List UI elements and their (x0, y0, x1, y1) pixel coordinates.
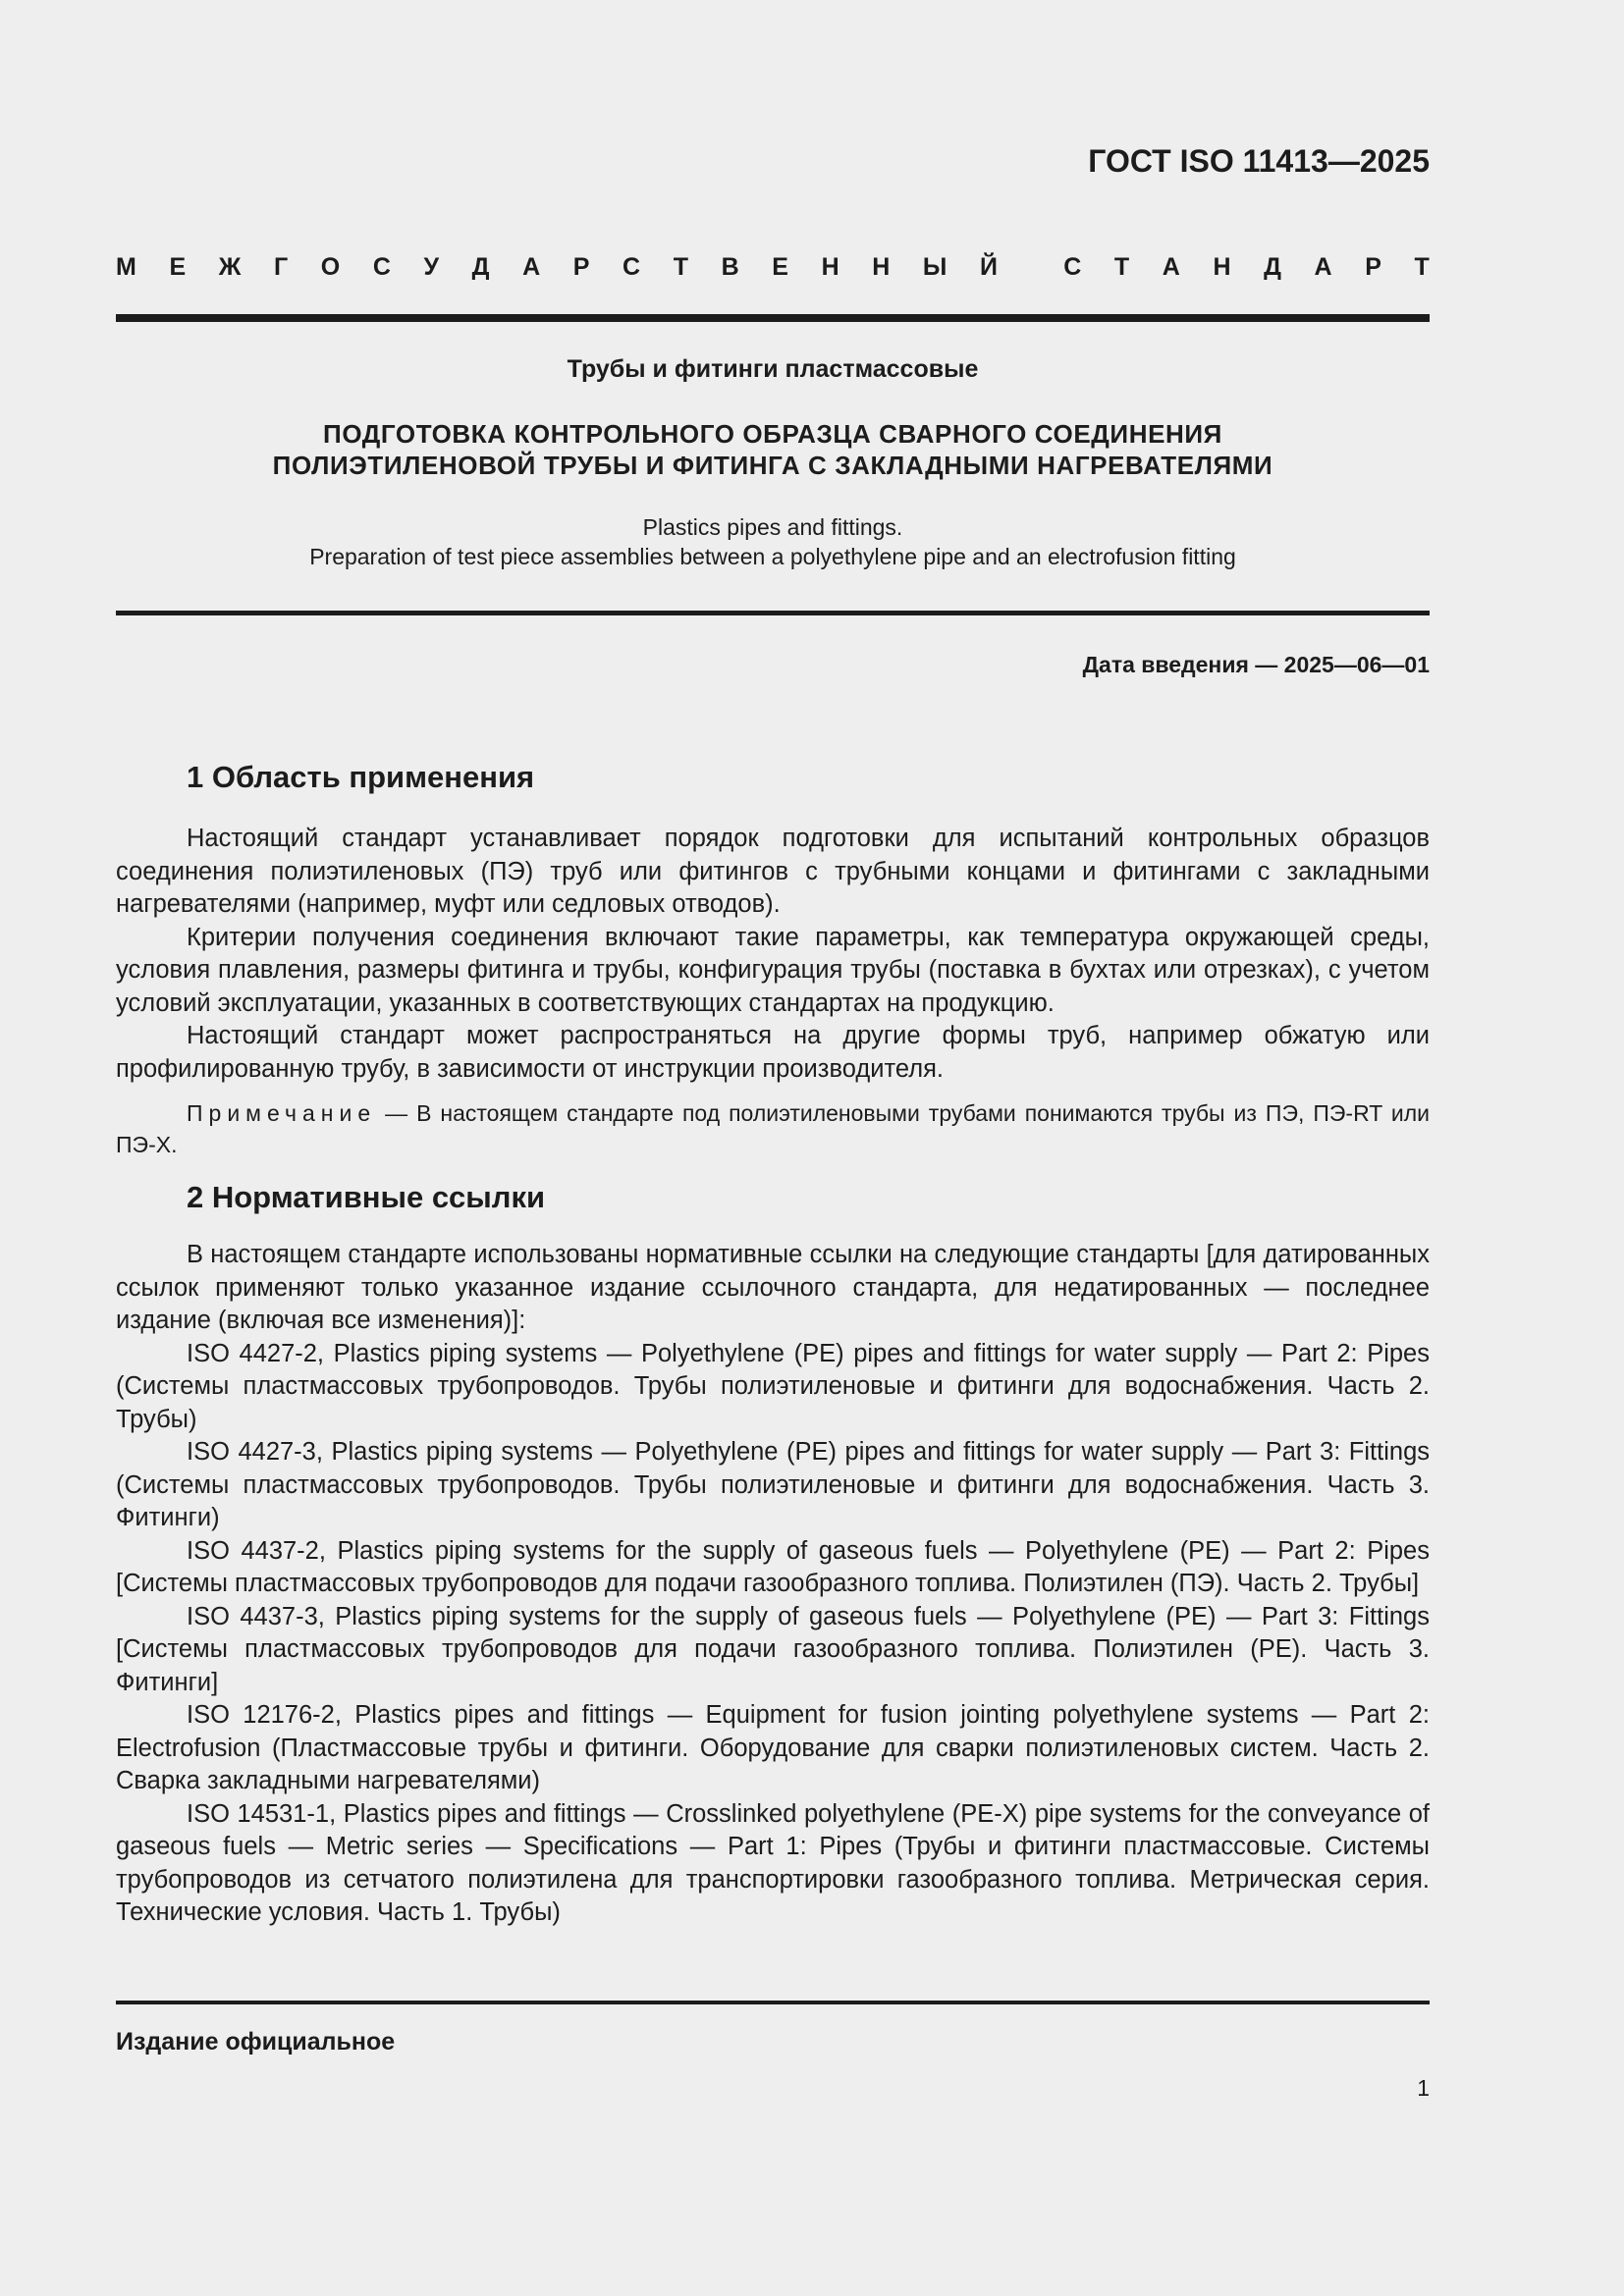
letter: Н (872, 253, 891, 281)
note (116, 1097, 1430, 1160)
letter: С (372, 253, 391, 281)
letter: С (1063, 253, 1082, 281)
title-line: ПОЛИЭТИЛЕНОВОЙ ТРУБЫ И ФИТИНГА С ЗАКЛАДНЫМИ НАГРЕВАТЕЛЯМИ (272, 451, 1273, 480)
reference-item: ISO 4437-2, Plastics piping systems for the supply of gaseous fuels — Polyethylene (PE) — Part 2: Pipes [Системы пластмассовых трубопроводов для подачи газообразного топлива. Полиэтилен (ПЭ). Часть 2. Трубы] (116, 1536, 1430, 1597)
letter: М (116, 253, 136, 281)
letter: Д (471, 253, 490, 281)
paragraph: Критерии получения соединения включают такие параметры, как температура окружающей среды, условия плавления, размеры фитинга и трубы, конфигурация трубы (поставка в бухтах или отрезках), с учетом условий эксплуатации, указанных в соответствующих стандартах на продукцию. (116, 923, 1430, 1017)
letter: Р (572, 253, 590, 281)
note-label: Примечание (187, 1100, 377, 1126)
letter: У (423, 253, 440, 281)
letter: Н (1213, 253, 1231, 281)
letter: Г (273, 253, 289, 281)
paragraph: Настоящий стандарт устанавливает порядок подготовки для испытаний контрольных образцов соединения полиэтиленовых (ПЭ) труб или фитингов с трубными концами и фитингами с закладными нагревателями (например, муфт или седловых отводов). (116, 825, 1430, 918)
section-heading: 2 Нормативные ссылки (187, 1180, 546, 1214)
letter: Н (821, 253, 839, 281)
note-text: — В настоящем стандарте под полиэтиленовыми трубами понимаются трубы из ПЭ, ПЭ-RT или ПЭ-Х. (116, 1100, 1430, 1157)
title-line: ПОДГОТОВКА КОНТРОЛЬНОГО ОБРАЗЦА СВАРНОГО СОЕДИНЕНИЯ (323, 419, 1222, 449)
footer-rule (116, 2001, 1430, 2004)
letter: Т (673, 253, 688, 281)
letter: Й (980, 253, 998, 281)
letter: В (721, 253, 739, 281)
letter: Д (1264, 253, 1281, 281)
letter: Т (1113, 253, 1130, 281)
page-number: 1 (1417, 2075, 1430, 2101)
letter: Ы (922, 253, 947, 281)
letter: С (623, 253, 641, 281)
section-heading: 1 Область применения (187, 760, 535, 794)
paragraph: В настоящем стандарте использованы нормативные ссылки на следующие стандарты [для датированных ссылок применяют только указанное издание ссылочного стандарта, для недатированных — последнее издание (включая все изменения)]: (116, 1241, 1430, 1334)
letter: А (1314, 253, 1332, 281)
english-title-line: Plastics pipes and fittings. (642, 514, 903, 540)
standard-type-heading (116, 253, 1430, 282)
letter: А (1162, 253, 1180, 281)
reference-item: ISO 14531-1, Plastics pipes and fittings — Crosslinked polyethylene (PE-X) pipe systems for the conveyance of gaseous fuels — Metric series — Specifications — Part 1: Pipes (Трубы и фитинги пластмассовые. Системы трубопроводов из сетчатого полиэтилена для транспортировки газообразного топлива. Метрическая серия. Технические условия. Часть 1. Трубы) (116, 1799, 1430, 1926)
document-body (116, 758, 1430, 1930)
letter: Ж (218, 253, 242, 281)
letter: Т (1414, 253, 1430, 281)
english-title-line: Preparation of test piece assemblies between a polyethylene pipe and an electrofusion fitting (309, 544, 1236, 569)
header-rule (116, 314, 1430, 322)
english-title (116, 512, 1430, 571)
title-rule (116, 611, 1430, 615)
letter: О (320, 253, 341, 281)
reference-item: ISO 4427-2, Plastics piping systems — Polyethylene (PE) pipes and fittings for water supply — Part 2: Pipes (Системы пластмассовых трубопроводов. Трубы полиэтиленовые и фитинги для водоснабжения. Часть 2. Трубы) (116, 1339, 1430, 1433)
document-code: ГОСТ ISO 11413—2025 (1088, 143, 1430, 179)
letter: Р (1365, 253, 1381, 281)
document-title (116, 418, 1430, 481)
official-edition-label: Издание официальное (116, 2028, 396, 2056)
letter: Е (772, 253, 788, 281)
letter: Е (169, 253, 187, 281)
document-subtitle: Трубы и фитинги пластмассовые (567, 355, 979, 383)
letter: А (522, 253, 541, 281)
paragraph: Настоящий стандарт может распространяться на другие формы труб, например обжатую или профилированную трубу, в зависимости от инструкции производителя. (116, 1022, 1430, 1083)
reference-item: ISO 4437-3, Plastics piping systems for the supply of gaseous fuels — Polyethylene (PE) — Part 3: Fittings [Системы пластмассовых трубопроводов для подачи газообразного топлива. Полиэтилен (PE). Часть 3. Фитинги] (116, 1602, 1430, 1696)
reference-item: ISO 12176-2, Plastics pipes and fittings — Equipment for fusion jointing polyethylene systems — Part 2: Electrofusion (Пластмассовые трубы и фитинги. Оборудование для сварки полиэтиленовых систем. Часть 2. Сварка закладными нагревателями) (116, 1701, 1430, 1794)
introduction-date: Дата введения — 2025—06—01 (1082, 652, 1430, 677)
reference-item: ISO 4427-3, Plastics piping systems — Polyethylene (PE) pipes and fittings for water supply — Part 3: Fittings (Системы пластмассовых трубопроводов. Трубы полиэтиленовые и фитинги для водоснабжения. Часть 3. Фитинги) (116, 1438, 1430, 1531)
